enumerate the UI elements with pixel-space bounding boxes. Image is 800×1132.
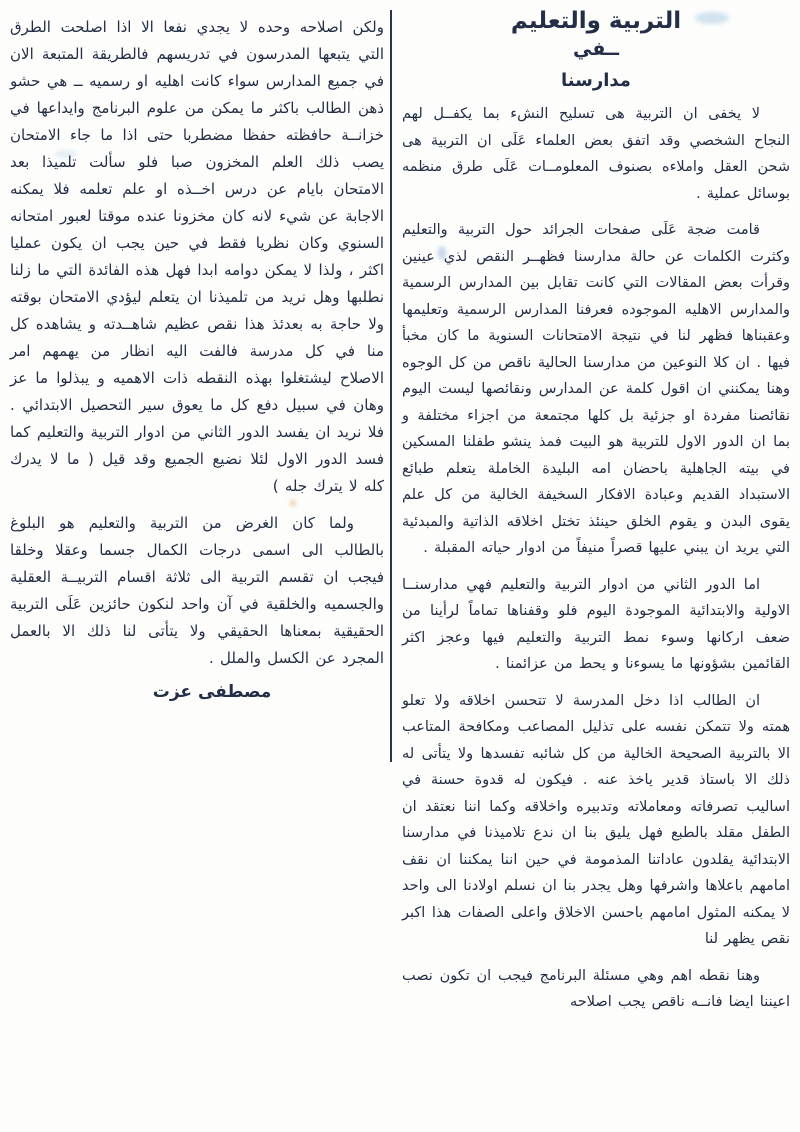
paragraph-left-2: ولما كان الغرض من التربية والتعليم هو البلوغ بالطالب الى اسمى درجات الكمال جسما وعقلا وخلقا فيجب ان تقسم التربية الى ثلاثة اقسام التربيــة العقلية والجسميه والخلقية في آن واحد لنكون حائزين عَلَى التربية الحقيقية بمعناها الحقيقي ولا يتأتى لنا ذلك الا بالعمل المجرد عن الكسل والملل . — [10, 514, 384, 667]
right-column — [402, 6, 790, 1026]
paragraph-left-1: ولكن اصلاحه وحده لا يجدي نفعا الا اذا اصلحت الطرق التي يتبعها المدرسون في تدريسهم فالطريقة المتبعة الان في جميع المدارس سواء كانت اهليه او رسميه ــ هي حشو ذهن الطالب باكثر ما يمكن من علوم البرنامج وايداعها في خزانــة حافظته حفظا مضطربا حتى اذا ما جاء الامتحان يصب ذلك العلم المخزون صبا فلو سألت تلميذا بعد الامتحان بايام عن درس اخــذه او علم تعلمه فلا يمكنه الاجابة عن شيء لانه كان مخزونا عنده موقتا لعبور امتحانه السنوي وكان نظريا فقط في حين يجب ان يكون عمليا اكثر ، ولذا لا يمكن دوامه ابدا فهل هذه الفائدة التي ما زلنا نطلبها وهل نريد من تلميذنا ان يتعلم ليؤدي الامتحان بوقته ولا حاجة به بعدئذ هذا نقص عظيم شاهــدته و يشاهده كل منا في كل مدرسة فالفت اليه انظار من يهمهم امر الاصلاح ليشتغلوا بهذه النقطه ذات الاهميه و يبذلوا ما عز وهان في سبيل دفع كل ما يعوق سير التحصيل الابتدائي . فلا نريد ان يفسد الدور الثاني من ادوار التربية والتعليم كما فسد الدور الاول لئلا نضيع الجميع وقد قيل ( ما لا يدرك كله لا يترك جله ) — [10, 18, 384, 495]
article-subtitle: مدارسنا — [561, 70, 631, 91]
paragraph-right-2: قامت ضجة عَلَى صفحات الجرائد حول التربية والتعليم وكثرت الكلمات عن حالة مدارسنا فظهــر النقص لذي عينين وقرأت بعض المقالات التي كانت تقابل بين المدارس الرسمية والمدارس الاهليه الموجوده فعرفنا المدارس الرسمية وتعليمها وعقبناها فظهر لنا في نتيجة الامتحانات السنوية ما كان مخبأ فيها . ان كلا النوعين من مدارسنا الحالية ناقص من كل الوجوه وهنا يمكنني ان اقول كلمة عن المدارس ونقائصها ليست اليوم نقائصنا مفردة او جزئية بل كلها مجتمعة من اجزاء مختلفة و بما ان الدور الاول للتربية هو البيت فمذ ينشو طفلنا المسكين في بيته الجاهلية باحضان امه البليدة الخاملة يتعلم طبائع الاستبداد القديم وعبادة الافكار السخيفة الخالية من كل علم يقوى البدن و يقوم الخلق حينئذ تختل اخلاقه الذاتية والمبدئية التي يريد ان يبني عليها قصراً منيفاً من ادوار حياته المقبلة . — [402, 222, 790, 556]
article-title-connector: ــفي — [573, 38, 619, 60]
paragraph-right-1: لا يخفى ان التربية هى تسليح النشء بما يكفــل لهم النجاح الشخصي وقد اتفق بعض العلماء عَلَى ان التربية هى شحن العقل واملاءه بصنوف المعلومــات عَلَى طرق منظمه بوسائل عملية . — [402, 106, 790, 202]
left-column — [10, 14, 384, 702]
article-header — [402, 8, 790, 91]
paragraph-right-3: اما الدور الثاني من ادوار التربية والتعليم فهي مدارسنــا الاولية والابتدائية الموجودة اليوم فلو وقفناها تماماً لرأينا من ضعف اركانها وسوء نمط التربية والتعليم فيها وعجز اكثر القائمين بشؤونها ما يسوءنا و يحط من عزائمنا . — [402, 576, 790, 672]
column-divider-rule — [390, 10, 392, 762]
article-title: التربية والتعليم — [510, 8, 682, 34]
paragraph-right-5: وهنا نقطه اهم وهي مسئلة البرنامج فيجب ان تكون نصب اعيننا ايضا فانــه ناقص يجب اصلاحه — [402, 967, 790, 1010]
paragraph-right-4: ان الطالب اذا دخل المدرسة لا تتحسن اخلاقه ولا تعلو همته ولا تتمكن نفسه على تذليل المصاعب ومكافحة المتاعب الا بالتربية الصحيحة الخالية من كل شائبه تفسدها ولا يتأتى له ذلك الا باستاذ قدير ياخذ عنه . فيكون له قدوة حسنة في اساليب تصرفاته ومعاملاته وتدبيره واخلاقه وكما اننا نعتقد ان الطفل مقلد بالطبع فهل يليق بنا ان ندع تلاميذنا في مدارسنا الابتدائية يقلدون عاداتنا المذمومة في حين اننا يمكننا ان نقف امامهم باعلاها واشرفها وهل يجدر بنا ان نسلم اولادنا الى واحد لا يمكنه المثول امامهم باحسن الاخلاق واعلى الصفات هذا اكبر نقص يظهر لنا — [402, 692, 790, 947]
author-signature: مصطفى عزت — [152, 682, 272, 702]
